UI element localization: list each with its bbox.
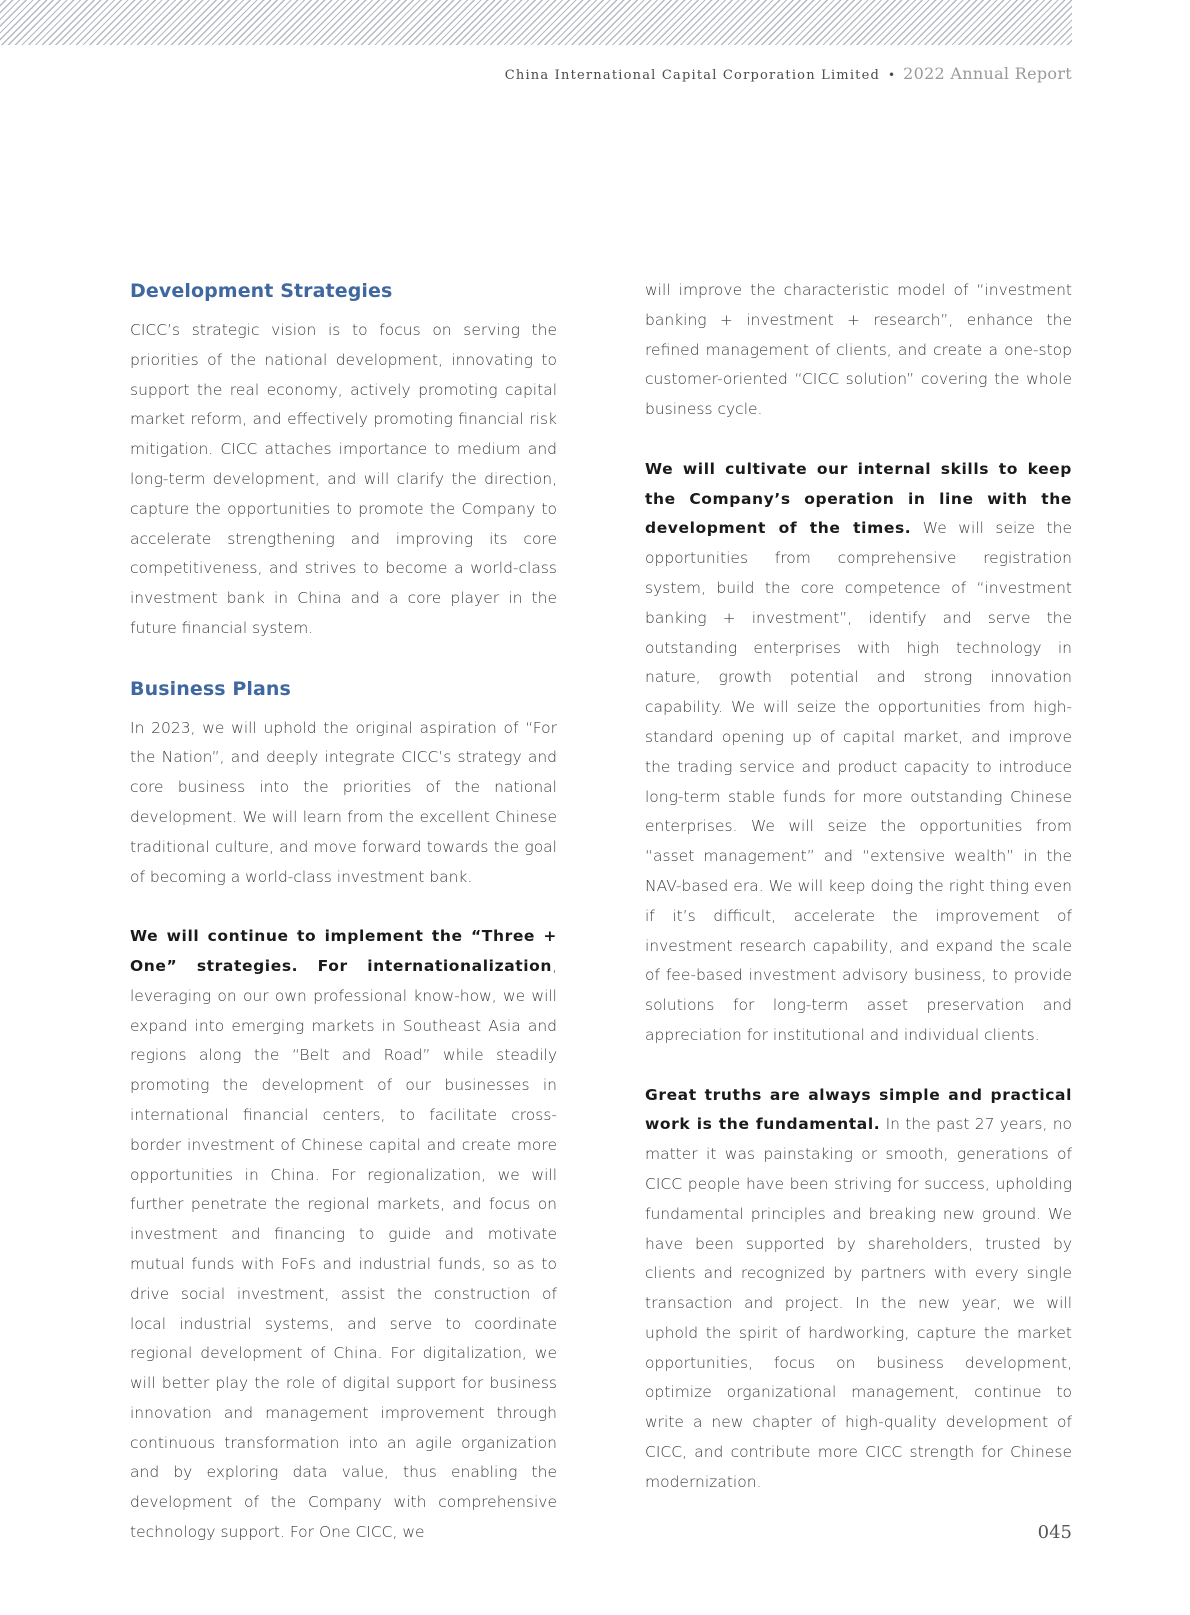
header-separator-bullet: • bbox=[888, 68, 896, 82]
three-plus-one-lead: We will continue to implement the “Three + One” strategies. For internationalization bbox=[130, 927, 557, 975]
decorative-stripe-band bbox=[0, 0, 1072, 45]
heading-business-plans: Business Plans bbox=[130, 677, 291, 700]
page-number: 045 bbox=[1037, 1522, 1072, 1543]
heading-development-strategies: Development Strategies bbox=[130, 280, 393, 302]
header-report-title: 2022 Annual Report bbox=[903, 64, 1072, 83]
paragraph-great-truths bbox=[645, 1081, 1072, 1498]
great-truths-body: In the past 27 years, no matter it was painstaking or smooth, generations of CICC people have been striving for success, upholding fundamental principles and breaking new ground. We have been supported by shareholders, trusted by clients and recognized by partners with every single transaction and project. In the new year, we will uphold the spirit of hardworking, capture the market opportunities, focus on business development, optimize organizational management, continue to write a new chapter of high-quality development of CICC, and contribute more CICC strength for Chinese modernization. bbox=[645, 1115, 1073, 1491]
great-truths-lead: Great truths are always simple and practical work is the fundamental. bbox=[645, 1085, 1072, 1134]
paragraph-internal-skills bbox=[645, 455, 1072, 1051]
paragraph-development-strategies: CICC’s strategic vision is to focus on serving the priorities of the national development, innovating to support the real economy, actively promoting capital market reform, and effectively promoting financial risk mitigation. CICC attaches importance to medium and long-term development, and will clarify the direction, capture the opportunities to promote the Company to accelerate strengthening and improving its core competitiveness, and strives to become a world-class investment bank in China and a core player in the future financial system. bbox=[130, 321, 557, 637]
header-company-name: China International Capital Corporation Limited bbox=[504, 68, 881, 83]
right-column bbox=[645, 276, 1072, 1527]
three-plus-one-body: , leveraging on our own professional know-how, we will expand into emerging markets in Southeast Asia and regions along the “Belt and Road” while steadily promoting the development of our businesses in international financial centers, to facilitate cross-border investment of Chinese capital and create more opportunities in China. For regionalization, we will further penetrate the regional markets, and focus on investment and financing to guide and motivate mutual funds with FoFs and industrial funds, so as to drive social investment, assist the construction of local industrial systems, and serve to coordinate regional development of China. For digitalization, we will better play the role of digital support for business innovation and management improvement through continuous transformation into an agile organization and by exploring data value, thus enabling the development of the Company with comprehensive technology support. For One CICC, we bbox=[130, 956, 557, 1542]
paragraph-business-intro: In 2023, we will uphold the original aspiration of “For the Nation”, and deeply integrate CICC’s strategy and core business into the priorities of the national development. We will learn from the excellent Chinese traditional culture, and move forward towards the goal of becoming a world-class investment bank. bbox=[130, 718, 557, 886]
internal-skills-lead: We will cultivate our internal skills to keep the Company’s operation in line with the development of the times. bbox=[645, 459, 1072, 538]
paragraph-three-plus-one bbox=[130, 922, 557, 1548]
running-header bbox=[505, 64, 1072, 83]
internal-skills-body: We will seize the opportunities from comprehensive registration system, build the core competence of “investment banking + investment”, identify and serve the outstanding enterprises with high technology in nature, growth potential and strong innovation capability. We will seize the opportunities from high-standard opening up of capital market, and improve the trading service and product capacity to introduce long-term stable funds for more outstanding Chinese enterprises. We will seize the opportunities from “asset management” and “extensive wealth” in the NAV-based era. We will keep doing the right thing even if it’s difficult, accelerate the improvement of investment research capability, and expand the scale of fee-based investment advisory business, to provide solutions for long-term asset preservation and appreciation for institutional and individual clients. bbox=[645, 519, 1072, 1044]
paragraph-one-cicc-continued: will improve the characteristic model of “investment banking + investment + research”, enhance the refined management of clients, and create a one-stop customer-oriented “CICC solution” covering the whole business cycle. bbox=[645, 281, 1072, 419]
left-column bbox=[130, 276, 557, 1578]
